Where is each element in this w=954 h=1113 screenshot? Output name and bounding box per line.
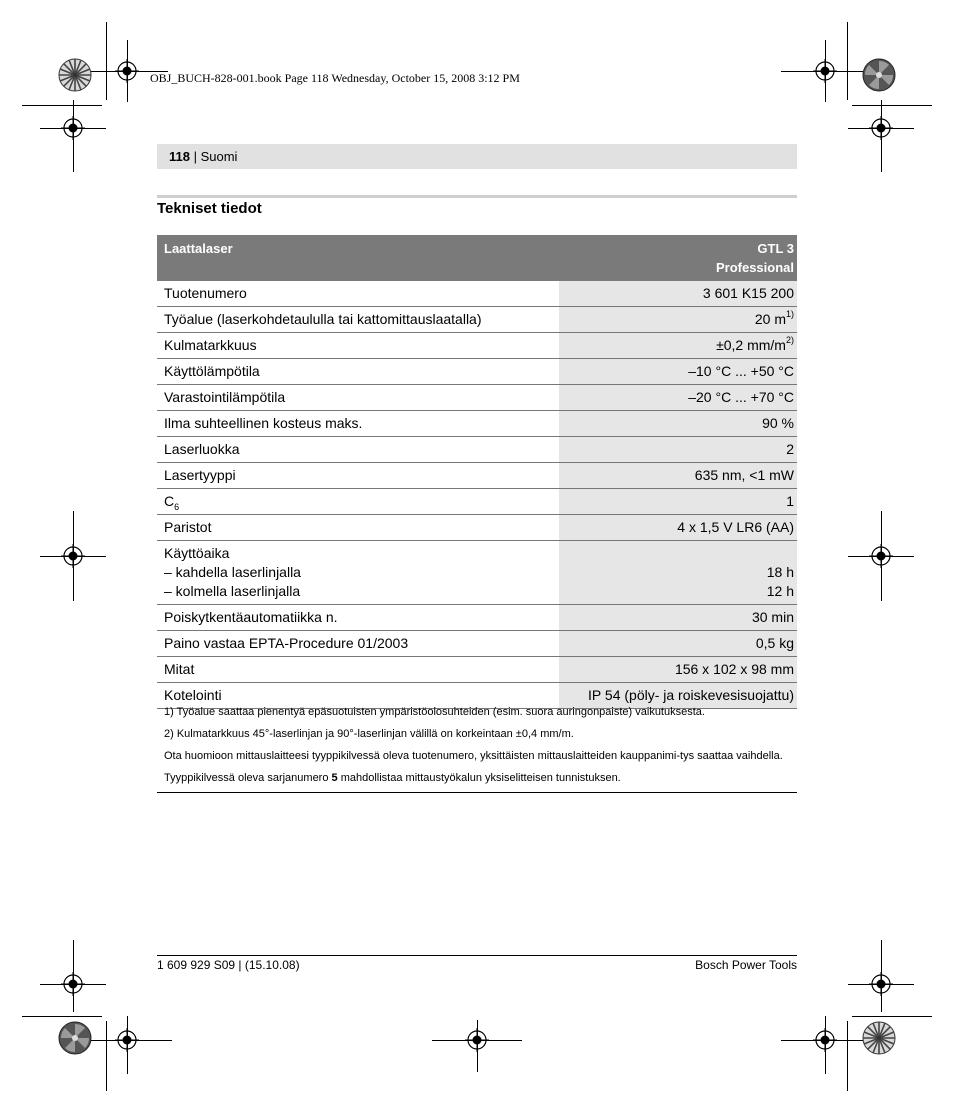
value-text: 20 m bbox=[754, 311, 786, 327]
table-row bbox=[157, 515, 797, 541]
footnote-ref: 1) bbox=[785, 309, 794, 320]
page-number: 118 bbox=[169, 149, 190, 164]
row-value: 0,5 kg bbox=[559, 631, 797, 657]
row-value: 90 % bbox=[559, 411, 797, 437]
row-value: 4 x 1,5 V LR6 (AA) bbox=[559, 515, 797, 541]
table-row bbox=[157, 631, 797, 657]
header-model-line2: Professional bbox=[715, 260, 794, 275]
header-product-type: Laattalaser bbox=[157, 235, 559, 281]
row-value: 30 min bbox=[559, 605, 797, 631]
label-line: – kahdella laserlinjalla bbox=[164, 564, 301, 580]
row-value: IP 54 (pöly- ja roiskevesisuojattu) bbox=[559, 683, 797, 709]
table-row bbox=[157, 359, 797, 385]
table-row bbox=[157, 411, 797, 437]
table-row bbox=[157, 489, 797, 515]
row-value bbox=[559, 307, 797, 333]
note-product-number: Ota huomioon mittauslaitteesi tyyppikilvessä oleva tuotenumero, yksittäisten mittauslaitteiden kauppanimi-tys saattaa vaihdella. bbox=[164, 750, 783, 762]
label-line: – kolmella laserlinjalla bbox=[164, 583, 301, 599]
table-row bbox=[157, 657, 797, 683]
header-model-line1: GTL 3 bbox=[757, 241, 794, 256]
table-row bbox=[157, 385, 797, 411]
row-value: 3 601 K15 200 bbox=[559, 281, 797, 307]
footnote-2: 2) Kulmatarkkuus 45°-laserlinjan ja 90°-laserlinjan välillä on korkeintaan ±0,4 mm/m. bbox=[164, 728, 574, 740]
label-subscript: 6 bbox=[174, 501, 180, 512]
row-value bbox=[559, 333, 797, 359]
page-language: Suomi bbox=[200, 149, 238, 164]
calibration-rosette-icon bbox=[58, 1021, 92, 1055]
row-label: Paristot bbox=[157, 515, 559, 541]
table-header-row bbox=[157, 235, 797, 281]
section-divider bbox=[157, 195, 797, 198]
footer-rule bbox=[157, 955, 797, 956]
page-separator: | bbox=[189, 149, 201, 164]
calibration-rosette-icon bbox=[862, 1021, 896, 1055]
row-label: Laserluokka bbox=[157, 437, 559, 463]
row-value: –20 °C ... +70 °C bbox=[559, 385, 797, 411]
row-value: 635 nm, <1 mW bbox=[559, 463, 797, 489]
section-title: Tekniset tiedot bbox=[157, 200, 262, 217]
note-serial-number bbox=[164, 769, 797, 791]
row-value: –10 °C ... +50 °C bbox=[559, 359, 797, 385]
row-label: Kotelointi bbox=[157, 683, 559, 709]
header-model bbox=[559, 235, 797, 281]
value-line: 18 h bbox=[766, 564, 794, 580]
book-header: OBJ_BUCH-828-001.book Page 118 Wednesday, October 15, 2008 3:12 PM bbox=[150, 71, 520, 85]
row-label: Varastointilämpötila bbox=[157, 385, 559, 411]
label-line: Käyttöaika bbox=[164, 545, 230, 561]
row-label: Paino vastaa EPTA-Procedure 01/2003 bbox=[157, 631, 559, 657]
calibration-rosette-icon bbox=[58, 58, 92, 92]
row-value: 2 bbox=[559, 437, 797, 463]
table-row bbox=[157, 307, 797, 333]
label-text: C bbox=[164, 493, 175, 509]
footnote-ref: 2) bbox=[785, 335, 794, 346]
footnote-1: 1) Työalue saattaa pienentyä epäsuotuisten ympäristöolosuhteiden (esim. suora auringonpaiste) vaikutuksesta. bbox=[164, 706, 705, 718]
footer-brand: Bosch Power Tools bbox=[695, 958, 797, 972]
technical-data-table bbox=[157, 235, 797, 709]
row-value bbox=[559, 541, 797, 605]
note-text: mahdollistaa mittaustyökalun yksiselitteisen tunnistuksen. bbox=[337, 772, 621, 784]
table-row bbox=[157, 437, 797, 463]
row-label: Tuotenumero bbox=[157, 281, 559, 307]
table-row bbox=[157, 541, 797, 605]
value-line: 12 h bbox=[766, 583, 794, 599]
row-label bbox=[157, 489, 559, 515]
note-text: Tyyppikilvessä oleva sarjanumero bbox=[164, 772, 332, 784]
row-value: 1 bbox=[559, 489, 797, 515]
table-notes bbox=[157, 703, 797, 793]
calibration-rosette-icon bbox=[862, 58, 896, 92]
row-label: Ilma suhteellinen kosteus maks. bbox=[157, 411, 559, 437]
footer-doc-number: 1 609 929 S09 | (15.10.08) bbox=[157, 958, 300, 972]
row-label: Poiskytkentäautomatiikka n. bbox=[157, 605, 559, 631]
notes-end-rule bbox=[157, 792, 797, 793]
row-label bbox=[157, 541, 559, 605]
row-label: Käyttölämpötila bbox=[157, 359, 559, 385]
value-text: ±0,2 mm/m bbox=[716, 337, 786, 353]
row-value: 156 x 102 x 98 mm bbox=[559, 657, 797, 683]
row-label: Lasertyyppi bbox=[157, 463, 559, 489]
note-bold-ref: 5 bbox=[331, 772, 338, 784]
table-row bbox=[157, 333, 797, 359]
row-label: Kulmatarkkuus bbox=[157, 333, 559, 359]
table-row bbox=[157, 281, 797, 307]
row-label: Työalue (laserkohdetaululla tai kattomittauslaatalla) bbox=[157, 307, 559, 333]
row-label: Mitat bbox=[157, 657, 559, 683]
page-header-bar bbox=[157, 144, 797, 169]
table-row bbox=[157, 463, 797, 489]
table-row bbox=[157, 605, 797, 631]
